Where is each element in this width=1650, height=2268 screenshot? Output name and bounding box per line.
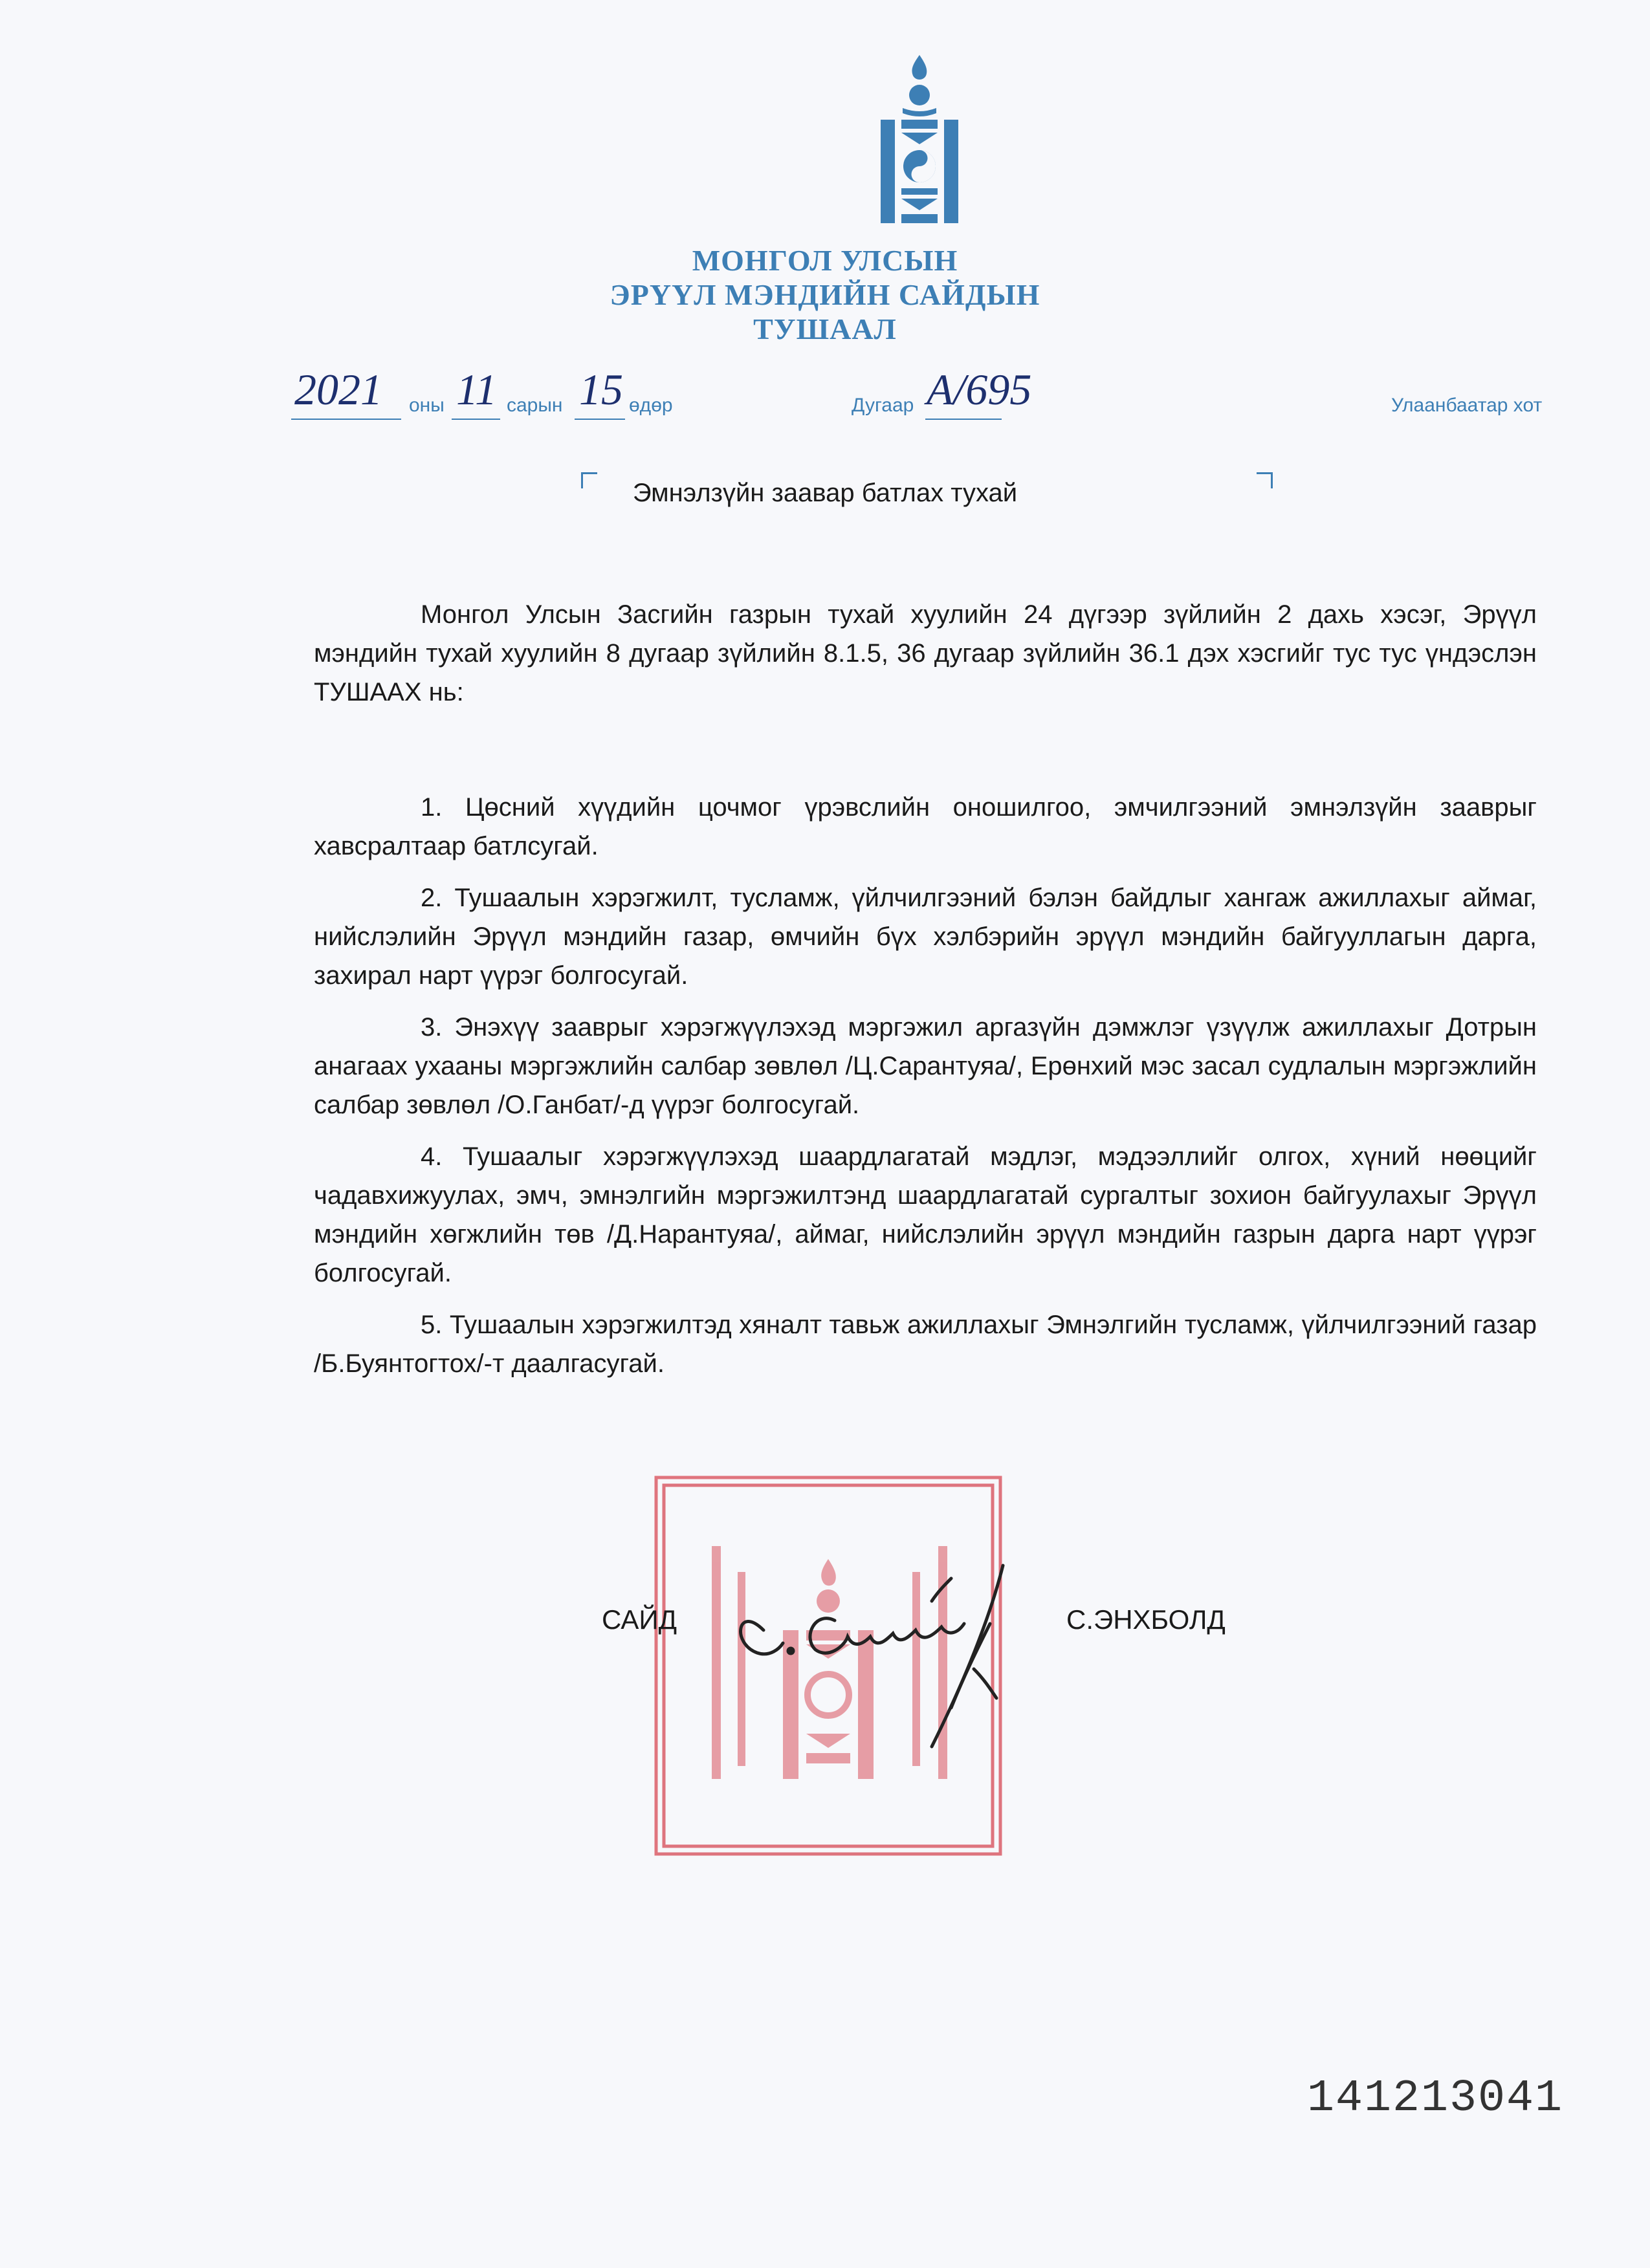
number-label: Дугаар — [852, 395, 914, 416]
header-line-country: МОНГОЛ УЛСЫН — [692, 244, 958, 277]
signatory-name: С.ЭНХБОЛД — [1066, 1604, 1226, 1635]
day-underline — [575, 419, 625, 420]
header-line-ministry: ЭРҮҮЛ МЭНДИЙН САЙДЫН — [610, 278, 1040, 311]
city: Улаанбаатар хот — [1391, 395, 1543, 416]
soyombo-emblem-icon — [874, 55, 965, 230]
preamble-text: Монгол Улсын Засгийн газрын тухай хуулийн 24 дүгээр зүйлийн 2 дахь хэсэг, Эрүүл мэндийн тухай хуулийн 8 дугаар зүйлийн 8.1.5, 36 дугаар зүйлийн 36.1 дэх хэсгийг тус тус үндэслэн ТУШААХ нь: — [314, 600, 1537, 706]
order-items — [314, 788, 1537, 1383]
day-handwritten: 15 — [579, 365, 623, 414]
header-line-order: ТУШААЛ — [753, 312, 897, 345]
month-underline — [452, 419, 500, 420]
signatory-position: САЙД — [602, 1604, 677, 1635]
month-handwritten: 11 — [456, 365, 497, 414]
year-suffix: оны — [409, 395, 445, 416]
order-item: 3. Энэхүү зааврыг хэрэгжүүлэхэд мэргэжил аргазүйн дэмжлэг үзүүлж ажиллахыг Дотрын анагаах ухааны мэргэжлийн салбар зөвлөл /Ц.Сарантуяа/, Ерөнхий мэс засал судлалын мэргэжлийн салбар зөвлөл /О.Ганбат/-д үүрэг болгосугай. — [314, 1013, 1537, 1119]
year-handwritten: 2021 — [294, 365, 382, 414]
order-item: 1. Цөсний хүүдийн цочмог үрэвслийн оношилгоо, эмчилгээний эмнэлзүйн зааврыг хавсралтаар батлсугай. — [314, 793, 1537, 860]
document-title: Эмнэлзүйн заавар батлах тухай — [632, 479, 1018, 507]
serial-number: 141213041 — [1307, 2073, 1564, 2124]
handwritten-signature — [718, 1540, 1042, 1760]
order-item: 5. Тушаалын хэрэгжилтэд хяналт тавьж ажиллахыг Эмнэлгийн тусламж, үйлчилгээний газар /Б.Буянтогтох/-т даалгасугай. — [314, 1311, 1537, 1378]
year-underline — [291, 419, 401, 420]
order-item: 2. Тушаалын хэрэгжилт, тусламж, үйлчилгээний бэлэн байдлыг хангаж ажиллахыг аймаг, нийслэлийн Эрүүл мэндийн газар, өмчийн бүх хэлбэрийн эрүүл мэндийн байгууллагын дарга, захирал нарт үүрэг болгосугай. — [314, 884, 1537, 990]
number-underline — [925, 419, 1002, 420]
number-handwritten: А/695 — [927, 365, 1032, 414]
preamble — [314, 595, 1537, 712]
day-suffix: өдөр — [629, 395, 673, 416]
order-item: 4. Тушаалыг хэрэгжүүлэхэд шаардлагатай мэдлэг, мэдээллийг олгох, хүний нөөцийг чадавхижуулах, эмч, эмнэлгийн мэргэжилтэнд шаардлагатай сургалтыг зохион байгуулахыг Эрүүл мэндийн хөгжлийн төв /Д.Нарантуяа/, аймаг, нийслэлийн эрүүл мэндийн газрын дарга нарт үүрэг болгосугай. — [314, 1142, 1537, 1287]
signature-handwriting: С. Энхболд — [725, 1749, 769, 1759]
month-suffix: сарын — [507, 395, 563, 416]
dateline — [0, 365, 1650, 430]
